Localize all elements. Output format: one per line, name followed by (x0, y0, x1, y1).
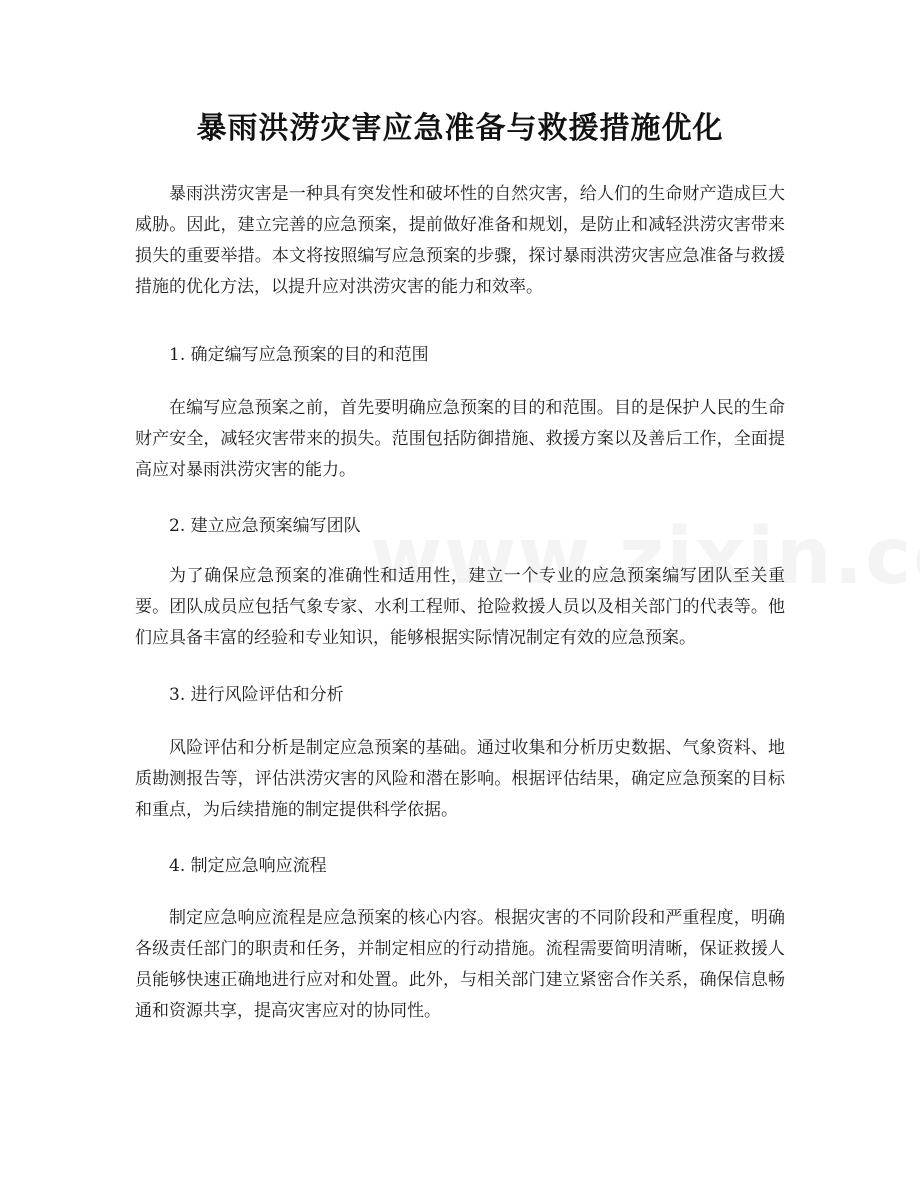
page-title: 暴雨洪涝灾害应急准备与救援措施优化 (196, 111, 724, 146)
section-body-3: 风险评估和分析是制定应急预案的基础。通过收集和分析历史数据、气象资料、地质勘测报告等，评估洪涝灾害的风险和潜在影响。根据评估结果，确定应急预案的目标和重点，为后续措施的制定提供科学依据。 (135, 738, 785, 820)
section-body-4: 制定应急响应流程是应急预案的核心内容。根据灾害的不同阶段和严重程度，明确各级责任部门的职责和任务，并制定相应的行动措施。流程需要简明清晰，保证救援人员能够快速正确地进行应对和处置。此外，与相关部门建立紧密合作关系，确保信息畅通和资源共享，提高灾害应对的协同性。 (135, 908, 785, 1021)
section-heading-1: 1. 确定编写应急预案的目的和范围 (169, 345, 429, 365)
intro-paragraph: 暴雨洪涝灾害是一种具有突发性和破坏性的自然灾害，给人们的生命财产造成巨大威胁。因此，建立完善的应急预案，提前做好准备和规划，是防止和减轻洪涝灾害带来损失的重要举措。本文将按照编写应急预案的步骤，探讨暴雨洪涝灾害应急准备与救援措施的优化方法，以提升应对洪涝灾害的能力和效率。 (135, 184, 785, 297)
section-heading-3: 3. 进行风险评估和分析 (169, 685, 344, 705)
section-heading-2: 2. 建立应急预案编写团队 (169, 516, 361, 536)
section-body-2: 为了确保应急预案的准确性和适用性，建立一个专业的应急预案编写团队至关重要。团队成员应包括气象专家、水利工程师、抢险救援人员以及相关部门的代表等。他们应具备丰富的经验和专业知识，能够根据实际情况制定有效的应急预案。 (135, 566, 785, 648)
section-heading-4: 4. 制定应急响应流程 (169, 856, 327, 876)
section-body-1: 在编写应急预案之前，首先要明确应急预案的目的和范围。目的是保护人民的生命财产安全，减轻灾害带来的损失。范围包括防御措施、救援方案以及善后工作，全面提高应对暴雨洪涝灾害的能力。 (135, 398, 785, 480)
